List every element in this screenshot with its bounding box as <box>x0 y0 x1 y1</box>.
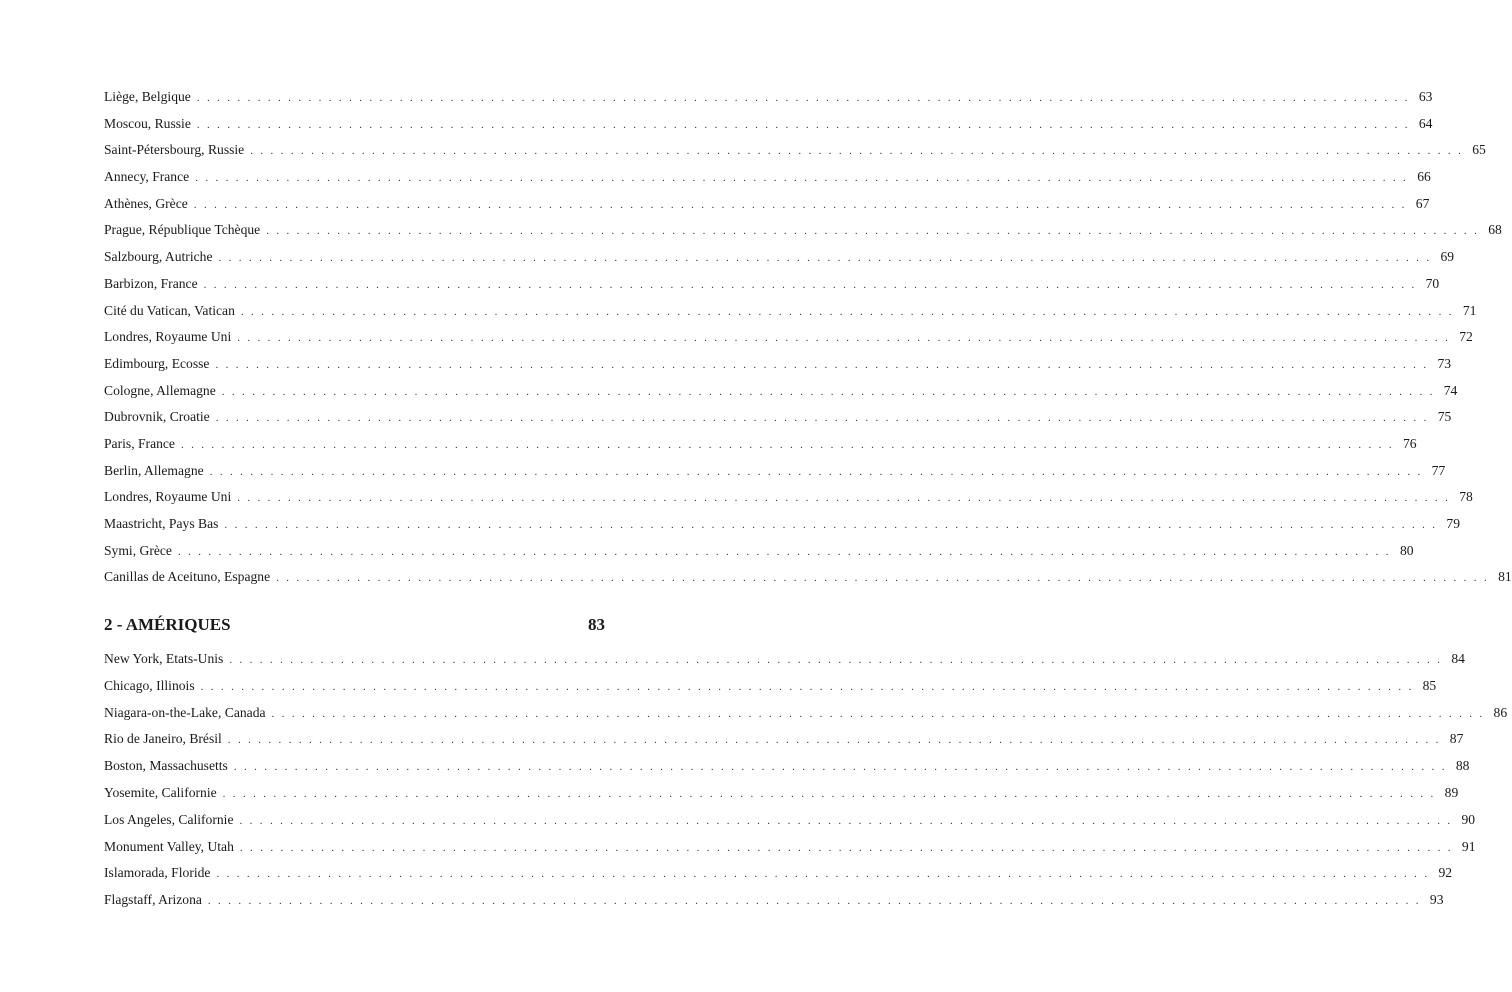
toc-entry-name: Liège, Belgique <box>104 89 191 104</box>
toc-entry-name: Symi, Grèce <box>104 542 172 558</box>
toc-entry-name: Maastricht, Pays Bas <box>104 516 219 531</box>
toc-entry-page-number: 73 <box>1437 355 1452 371</box>
toc-entry[interactable] <box>104 351 1452 378</box>
toc-entry[interactable] <box>104 244 1455 271</box>
toc-entry[interactable] <box>104 298 1477 325</box>
toc-entry-page-number: 92 <box>1438 865 1453 881</box>
dot-leader: ........................................................................................................................ <box>221 385 1440 398</box>
dot-leader: ........................................................................................................................ <box>222 788 1441 801</box>
dot-leader: ........................................................................................................................ <box>180 438 1399 451</box>
toc-entry-name: Paris, France <box>104 435 175 451</box>
toc-entry[interactable] <box>104 431 1417 458</box>
toc-entry-name: Londres, Royaume Uni <box>104 329 232 345</box>
toc-entry-page-number: 77 <box>1431 462 1446 478</box>
toc-section-europe-continued <box>104 84 1512 591</box>
toc-entry-page-number: 93 <box>1429 892 1444 908</box>
toc-entry-page-number: 86 <box>1493 704 1508 720</box>
toc-entry-page-number: 66 <box>1417 169 1431 185</box>
toc-entry[interactable] <box>104 673 1437 700</box>
toc-entry-page-number: 70 <box>1425 275 1440 291</box>
toc-entry-name: Yosemite, Californie <box>104 785 217 801</box>
toc-entry-name: Flagstaff, Arizona <box>104 892 202 908</box>
dot-leader: ........................................................................................................................ <box>216 868 1435 881</box>
toc-entry-page-number: 65 <box>1472 142 1486 158</box>
toc-entry[interactable] <box>104 484 1473 511</box>
toc-entry-name: Moscou, Russie <box>104 115 191 131</box>
toc-entry-page-number: 74 <box>1443 382 1458 398</box>
section-heading-ameriques[interactable] <box>104 612 605 638</box>
toc-entry-name: Islamorada, Floride <box>104 865 211 881</box>
toc-entry-name: Chicago, Illinois <box>104 677 195 693</box>
dot-leader: ........................................................................................................................ <box>237 332 1456 345</box>
toc-entry-page-number: 75 <box>1437 409 1452 425</box>
dot-leader: ........................................................................................................................ <box>250 145 1469 158</box>
toc-entry-name: Saint-Pétersbourg, Russie <box>104 142 245 158</box>
toc-section-ameriques <box>104 646 1508 914</box>
toc-entry-name: Canillas de Aceituno, Espagne <box>104 569 271 585</box>
toc-entry-page-number: 72 <box>1459 329 1473 345</box>
toc-entry-page-number: 91 <box>1461 838 1476 854</box>
toc-entry-name: Dubrovnik, Croatie <box>104 409 210 425</box>
dot-leader: ........................................................................................................................ <box>227 734 1446 747</box>
toc-entry-name: Boston, Massachusetts <box>104 758 228 774</box>
toc-entry[interactable] <box>104 324 1473 351</box>
toc-entry-page-number: 69 <box>1440 249 1455 265</box>
dot-leader: ........................................................................................................................ <box>218 252 1437 265</box>
toc-entry[interactable] <box>104 860 1453 887</box>
toc-entry[interactable] <box>104 164 1431 191</box>
toc-entry-page-number: 76 <box>1402 435 1417 451</box>
toc-entry-name: Los Angeles, Californie <box>104 811 234 827</box>
toc-entry-name: Rio de Janeiro, Brésil <box>104 731 222 747</box>
dot-leader: ........................................................................................................................ <box>209 465 1428 478</box>
toc-entry-page-number: 78 <box>1459 489 1473 505</box>
dot-leader: ........................................................................................................................ <box>276 572 1495 585</box>
table-of-contents <box>104 84 1512 914</box>
toc-entry[interactable] <box>104 137 1486 164</box>
dot-leader: ........................................................................................................................ <box>200 680 1419 693</box>
dot-leader: ........................................................................................................................ <box>177 545 1396 558</box>
toc-entry[interactable] <box>104 753 1470 780</box>
section-page-number: 83 <box>588 615 605 635</box>
toc-entry[interactable] <box>104 646 1465 673</box>
toc-entry[interactable] <box>104 271 1440 298</box>
dot-leader: ........................................................................................................................ <box>203 278 1422 291</box>
toc-entry-name: Cité du Vatican, Vatican <box>104 302 235 318</box>
toc-entry-page-number: 81 <box>1498 569 1512 585</box>
dot-leader: ........................................................................................................................ <box>237 492 1456 505</box>
toc-entry-name: Prague, République Tchèque <box>104 222 261 238</box>
toc-entry-name: Salzbourg, Autriche <box>104 249 213 265</box>
toc-entry-page-number: 85 <box>1422 677 1437 693</box>
toc-entry-name: Annecy, France <box>104 169 190 185</box>
toc-entry[interactable] <box>104 404 1452 431</box>
dot-leader: ........................................................................................................................ <box>207 895 1426 908</box>
toc-entry-page-number: 67 <box>1415 195 1430 211</box>
dot-leader: ........................................................................................................................ <box>224 519 1443 531</box>
toc-entry[interactable] <box>104 700 1508 727</box>
toc-entry[interactable] <box>104 111 1433 138</box>
dot-leader: ........................................................................................................................ <box>196 92 1415 104</box>
toc-entry[interactable] <box>104 780 1459 807</box>
dot-leader: ........................................................................................................................ <box>239 841 1458 854</box>
toc-entry-name: Edimbourg, Ecosse <box>104 355 210 371</box>
toc-entry-page-number: 89 <box>1444 785 1459 801</box>
dot-leader: ........................................................................................................................ <box>266 225 1485 238</box>
toc-entry-page-number: 87 <box>1449 731 1464 747</box>
dot-leader: ........................................................................................................................ <box>195 172 1414 185</box>
toc-entry[interactable] <box>104 807 1476 834</box>
toc-entry[interactable] <box>104 217 1502 244</box>
toc-entry[interactable] <box>104 458 1446 485</box>
toc-entry[interactable] <box>104 564 1512 591</box>
dot-leader: ........................................................................................................................ <box>215 412 1434 425</box>
toc-entry[interactable] <box>104 191 1430 218</box>
toc-entry[interactable] <box>104 834 1476 861</box>
dot-leader: ........................................................................................................................ <box>240 305 1459 318</box>
toc-entry-name: Berlin, Allemagne <box>104 462 204 478</box>
dot-leader: ........................................................................................................................ <box>196 118 1415 131</box>
toc-entry[interactable] <box>104 538 1414 565</box>
toc-entry-page-number: 90 <box>1461 811 1476 827</box>
toc-entry-name: Niagara-on-the-Lake, Canada <box>104 704 266 720</box>
toc-entry[interactable] <box>104 84 1433 111</box>
toc-entry-page-number: 79 <box>1446 516 1460 531</box>
toc-entry-name: New York, Etats-Unis <box>104 651 224 667</box>
dot-leader: ........................................................................................................................ <box>233 761 1452 774</box>
dot-leader: ........................................................................................................................ <box>271 707 1490 720</box>
toc-entry-page-number: 88 <box>1455 758 1470 774</box>
toc-entry-name: Cologne, Allemagne <box>104 382 216 398</box>
toc-entry[interactable] <box>104 378 1458 405</box>
toc-entry-name: Barbizon, France <box>104 275 198 291</box>
toc-entry-page-number: 84 <box>1451 651 1465 667</box>
section-title: 2 - AMÉRIQUES <box>104 615 231 635</box>
toc-entry-page-number: 80 <box>1399 542 1414 558</box>
toc-entry-page-number: 68 <box>1488 222 1502 238</box>
toc-entry-name: Londres, Royaume Uni <box>104 489 232 505</box>
dot-leader: ........................................................................................................................ <box>229 654 1448 667</box>
dot-leader: ........................................................................................................................ <box>193 198 1412 211</box>
toc-entry-name: Athènes, Grèce <box>104 195 188 211</box>
toc-entry[interactable] <box>104 511 1460 538</box>
toc-entry-name: Monument Valley, Utah <box>104 838 234 854</box>
dot-leader: ........................................................................................................................ <box>215 358 1434 371</box>
dot-leader: ........................................................................................................................ <box>239 814 1458 827</box>
toc-entry[interactable] <box>104 726 1464 753</box>
toc-entry-page-number: 63 <box>1418 89 1433 104</box>
toc-entry-page-number: 64 <box>1418 115 1433 131</box>
toc-entry[interactable] <box>104 887 1444 914</box>
toc-entry-page-number: 71 <box>1462 302 1477 318</box>
